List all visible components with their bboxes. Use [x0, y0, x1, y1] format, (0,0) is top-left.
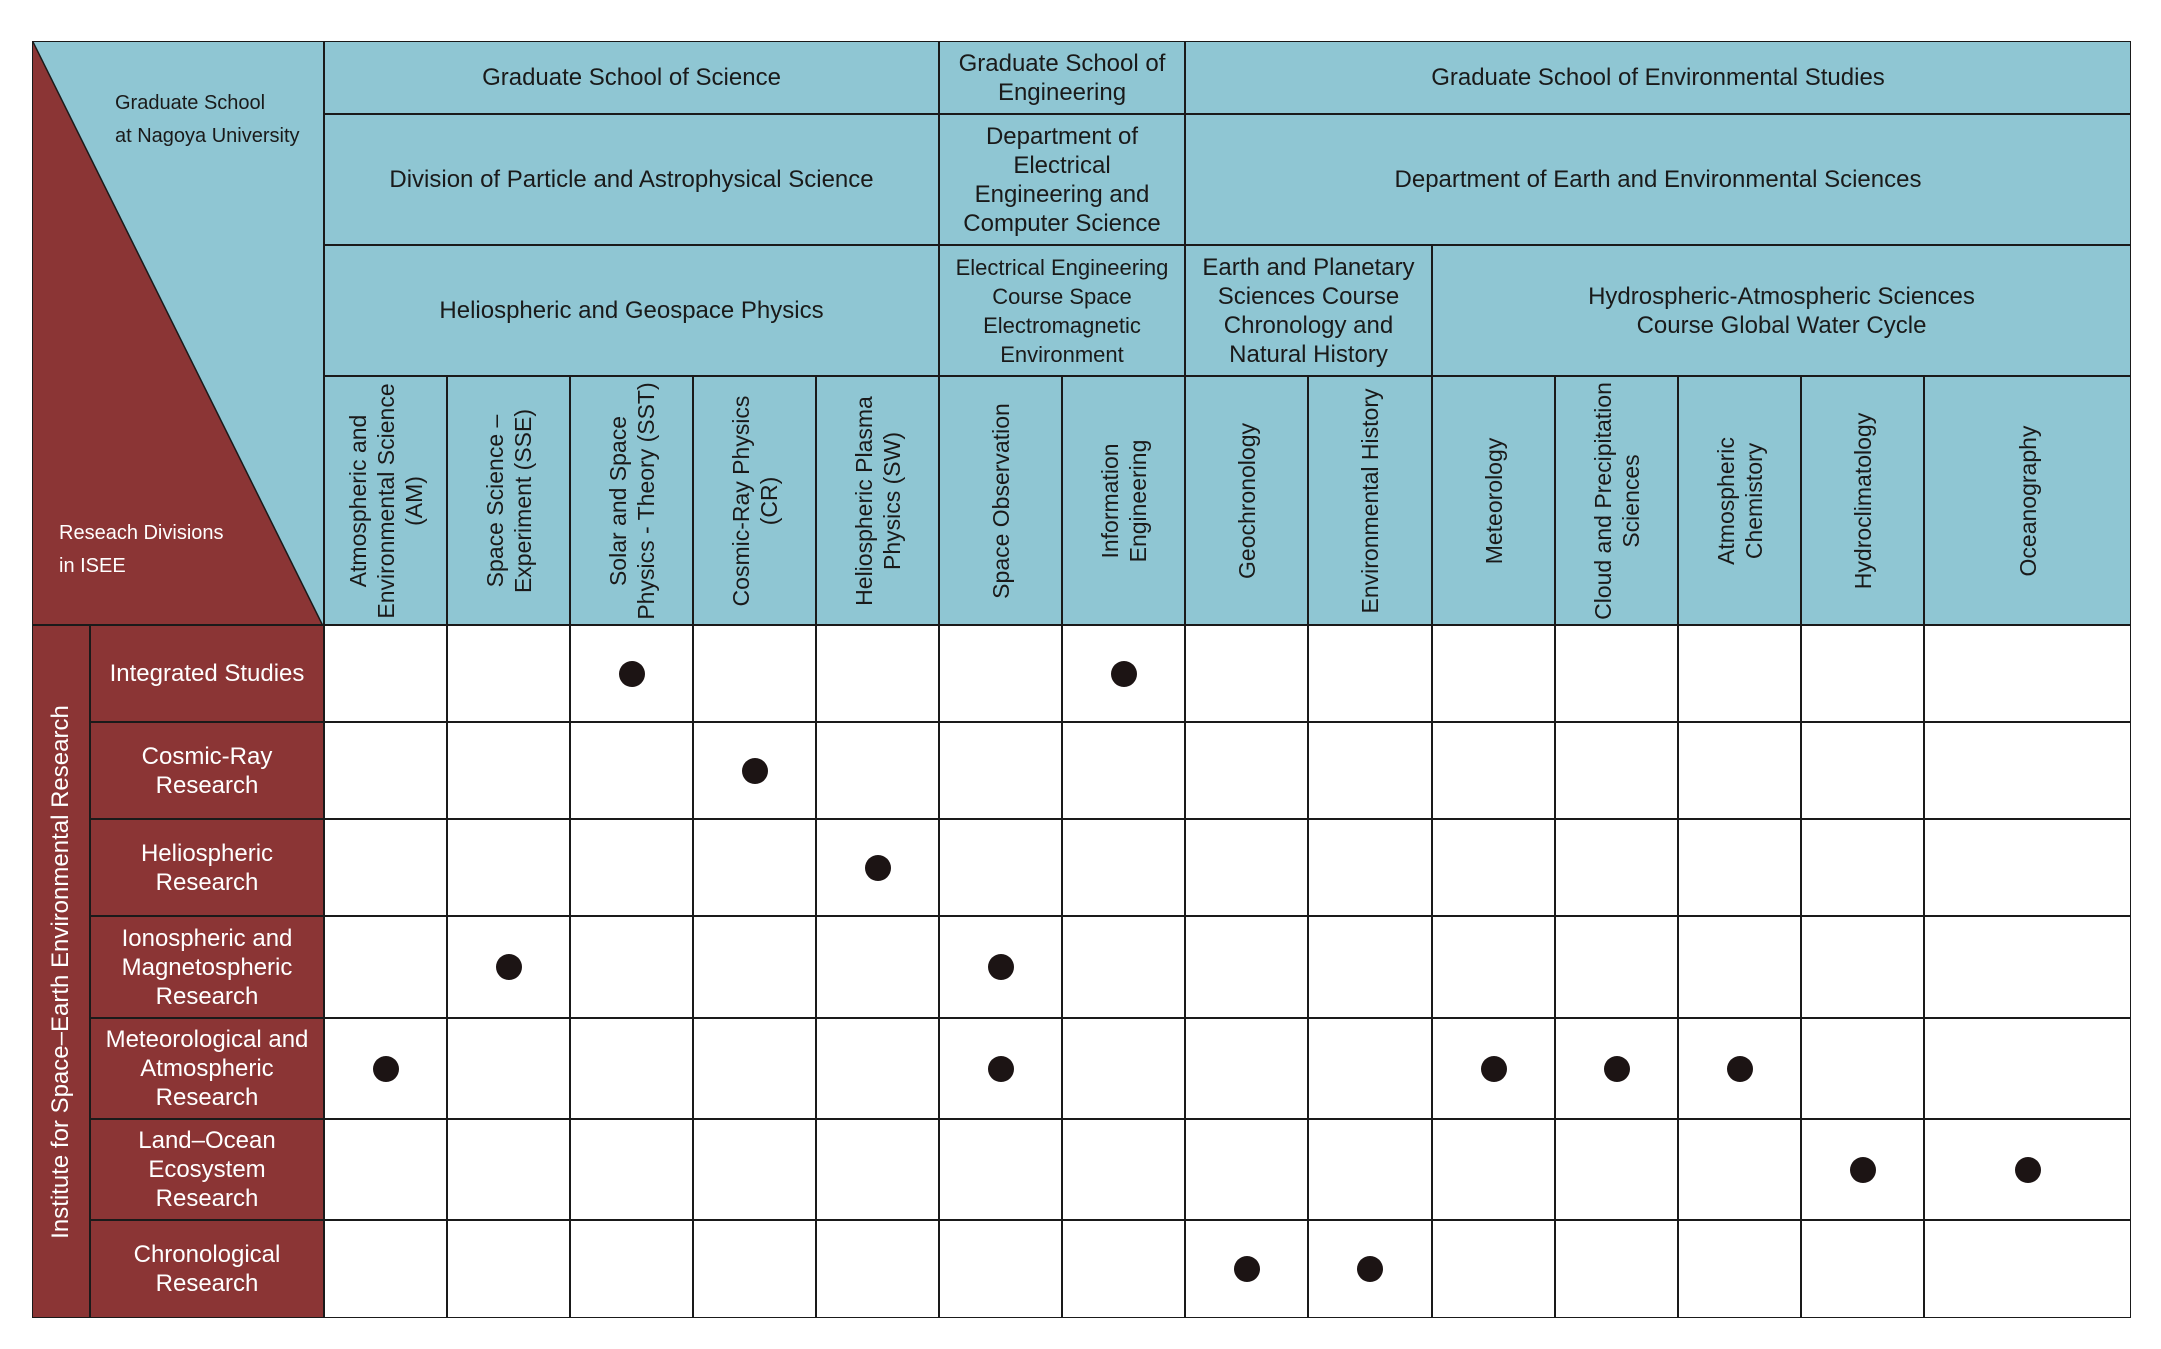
membership-dot — [1357, 1256, 1383, 1282]
institute-band — [32, 625, 90, 1318]
grid-cell — [693, 1119, 816, 1220]
membership-dot — [373, 1056, 399, 1082]
grid-cell — [816, 625, 939, 722]
grid-cell — [1924, 1220, 2131, 1318]
column-header — [324, 376, 447, 625]
header-division-particle-astrophysical: Division of Particle and Astrophysical Science — [324, 114, 939, 245]
grid-cell — [1801, 1018, 1924, 1119]
header-department-earth-environmental: Department of Earth and Environmental Sciences — [1185, 114, 2131, 245]
grid-cell — [1555, 722, 1678, 819]
grid-cell — [447, 819, 570, 916]
corner-bottom-line1: Reseach Divisions — [59, 522, 224, 544]
column-header — [447, 376, 570, 625]
grid-cell — [1924, 916, 2131, 1018]
grid-cell — [1555, 1220, 1678, 1318]
grid-cell — [1432, 625, 1555, 722]
membership-dot — [1850, 1157, 1876, 1183]
grid-cell — [1555, 819, 1678, 916]
membership-dot — [496, 954, 522, 980]
header-department-eecs: Department of Electrical Engineering and Computer Science — [939, 114, 1185, 245]
column-header-label: Heliospheric Plasma Physics (SW) — [850, 395, 905, 606]
grid-cell — [1678, 819, 1801, 916]
header-hydrospheric-atmospheric-course: Hydrospheric-Atmospheric Sciences Course Global Water Cycle — [1432, 245, 2131, 376]
grid-cell — [939, 625, 1062, 722]
membership-dot — [1727, 1056, 1753, 1082]
grid-cell — [1432, 1119, 1555, 1220]
header-graduate-school-of-engineering: Graduate School of Engineering — [939, 41, 1185, 114]
column-header-label: Space Science – Experiment (SSE) — [481, 408, 536, 593]
column-header — [1062, 376, 1185, 625]
institute-label: Institute for Space–Earth Environmental Research — [47, 704, 74, 1239]
grid-cell — [324, 1220, 447, 1318]
grid-cell — [1308, 1119, 1432, 1220]
grid-cell — [324, 916, 447, 1018]
grid-cell — [1678, 916, 1801, 1018]
grid-cell — [693, 916, 816, 1018]
grid-cell — [1185, 625, 1308, 722]
row-label: Integrated Studies — [90, 625, 324, 722]
column-header-label: Space Observation — [987, 402, 1014, 599]
membership-dot — [742, 758, 768, 784]
grid-cell — [1432, 722, 1555, 819]
corner-research-divisions-label — [59, 517, 279, 583]
grid-cell — [324, 625, 447, 722]
membership-dot — [1604, 1056, 1630, 1082]
grid-cell — [324, 819, 447, 916]
grid-cell — [1678, 1220, 1801, 1318]
membership-dot — [988, 1056, 1014, 1082]
column-header — [1801, 376, 1924, 625]
column-header-label: Cosmic-Ray Physics (CR) — [727, 395, 782, 606]
row-label: Meteorological and Atmospheric Research — [90, 1018, 324, 1119]
grid-cell — [1185, 722, 1308, 819]
header-graduate-school-of-science: Graduate School of Science — [324, 41, 939, 114]
grid-cell — [447, 1220, 570, 1318]
grid-cell — [1801, 916, 1924, 1018]
grid-cell — [570, 722, 693, 819]
row-label: Cosmic-Ray Research — [90, 722, 324, 819]
column-header — [816, 376, 939, 625]
column-header — [1924, 376, 2131, 625]
column-header-label: Atmospheric and Environmental Science (AM) — [344, 382, 427, 619]
header-electrical-engineering-course: Electrical Engineering Course Space Electromagnetic Environment — [939, 245, 1185, 376]
grid-cell — [1432, 1220, 1555, 1318]
grid-cell — [1678, 625, 1801, 722]
membership-dot — [1481, 1056, 1507, 1082]
corner-top-line2: at Nagoya University — [115, 125, 300, 147]
grid-cell — [1801, 722, 1924, 819]
grid-cell — [1185, 1018, 1308, 1119]
grid-cell — [1185, 916, 1308, 1018]
grid-cell — [939, 722, 1062, 819]
column-header — [1432, 376, 1555, 625]
grid-cell — [447, 722, 570, 819]
row-label: Land–Ocean Ecosystem Research — [90, 1119, 324, 1220]
grid-cell — [1062, 1119, 1185, 1220]
grid-cell — [939, 819, 1062, 916]
grid-cell — [1308, 722, 1432, 819]
grid-cell — [447, 1018, 570, 1119]
row-label: Heliospheric Research — [90, 819, 324, 916]
grid-cell — [1062, 1018, 1185, 1119]
grid-cell — [816, 1220, 939, 1318]
row-label: Chronological Research — [90, 1220, 324, 1318]
corner-legend — [32, 41, 324, 625]
grid-cell — [1308, 625, 1432, 722]
column-header — [1678, 376, 1801, 625]
column-header — [1185, 376, 1308, 625]
column-header — [570, 376, 693, 625]
membership-dot — [619, 661, 645, 687]
grid-cell — [1801, 625, 1924, 722]
grid-cell — [1308, 916, 1432, 1018]
grid-cell — [1062, 916, 1185, 1018]
grid-cell — [1062, 1220, 1185, 1318]
grid-cell — [1555, 916, 1678, 1018]
grid-cell — [1924, 1018, 2131, 1119]
column-header — [1308, 376, 1432, 625]
grid-cell — [1678, 722, 1801, 819]
grid-cell — [1924, 819, 2131, 916]
column-header-label: Meteorology — [1480, 437, 1507, 564]
header-graduate-school-of-environmental-studies: Graduate School of Environmental Studies — [1185, 41, 2131, 114]
grid-cell — [1308, 819, 1432, 916]
column-header-label: Atmospheric Chemistory — [1712, 436, 1767, 565]
column-header-label: Hydroclimatology — [1849, 412, 1876, 589]
column-header-label: Geochronology — [1233, 422, 1260, 579]
grid-cell — [816, 1018, 939, 1119]
grid-cell — [693, 1018, 816, 1119]
corner-bottom-line2: in ISEE — [59, 555, 126, 577]
grid-cell — [1555, 1119, 1678, 1220]
grid-cell — [816, 722, 939, 819]
grid-cell — [1801, 1220, 1924, 1318]
membership-dot — [1234, 1256, 1260, 1282]
grid-cell — [1801, 819, 1924, 916]
corner-top-line1: Graduate School — [115, 92, 266, 114]
grid-cell — [447, 625, 570, 722]
header-earth-planetary-course: Earth and Planetary Sciences Course Chronology and Natural History — [1185, 245, 1432, 376]
grid-cell — [1678, 1119, 1801, 1220]
grid-cell — [570, 1119, 693, 1220]
grid-cell — [447, 1119, 570, 1220]
column-header — [693, 376, 816, 625]
column-header-label: Solar and Space Physics - Theory (SST) — [604, 381, 659, 620]
grid-cell — [1924, 722, 2131, 819]
grid-cell — [1185, 819, 1308, 916]
grid-cell — [939, 1119, 1062, 1220]
grid-cell — [1432, 819, 1555, 916]
grid-cell — [1924, 625, 2131, 722]
grid-cell — [693, 819, 816, 916]
grid-cell — [324, 1119, 447, 1220]
membership-dot — [2015, 1157, 2041, 1183]
column-header-label: Environmental History — [1357, 388, 1383, 613]
grid-cell — [693, 1220, 816, 1318]
column-header-label: Oceanography — [2014, 425, 2041, 576]
grid-cell — [816, 1119, 939, 1220]
grid-cell — [570, 1018, 693, 1119]
grid-cell — [693, 625, 816, 722]
column-header — [1555, 376, 1678, 625]
header-heliospheric-geospace-physics: Heliospheric and Geospace Physics — [324, 245, 939, 376]
column-header-label: Information Engineering — [1096, 439, 1151, 562]
membership-dot — [1111, 661, 1137, 687]
grid-cell — [570, 819, 693, 916]
grid-cell — [570, 916, 693, 1018]
grid-cell — [1185, 1119, 1308, 1220]
grid-cell — [1308, 1018, 1432, 1119]
grid-cell — [1062, 722, 1185, 819]
row-label: Ionospheric and Magnetospheric Research — [90, 916, 324, 1018]
membership-dot — [865, 855, 891, 881]
grid-cell — [324, 722, 447, 819]
grid-cell — [1062, 819, 1185, 916]
membership-dot — [988, 954, 1014, 980]
grid-cell — [939, 1220, 1062, 1318]
column-header — [939, 376, 1062, 625]
grid-cell — [1432, 916, 1555, 1018]
grid-cell — [1555, 625, 1678, 722]
grid-cell — [816, 916, 939, 1018]
corner-graduate-school-label — [115, 87, 315, 153]
grid-cell — [570, 1220, 693, 1318]
column-header-label: Cloud and Precipitation Sciences — [1589, 381, 1644, 620]
